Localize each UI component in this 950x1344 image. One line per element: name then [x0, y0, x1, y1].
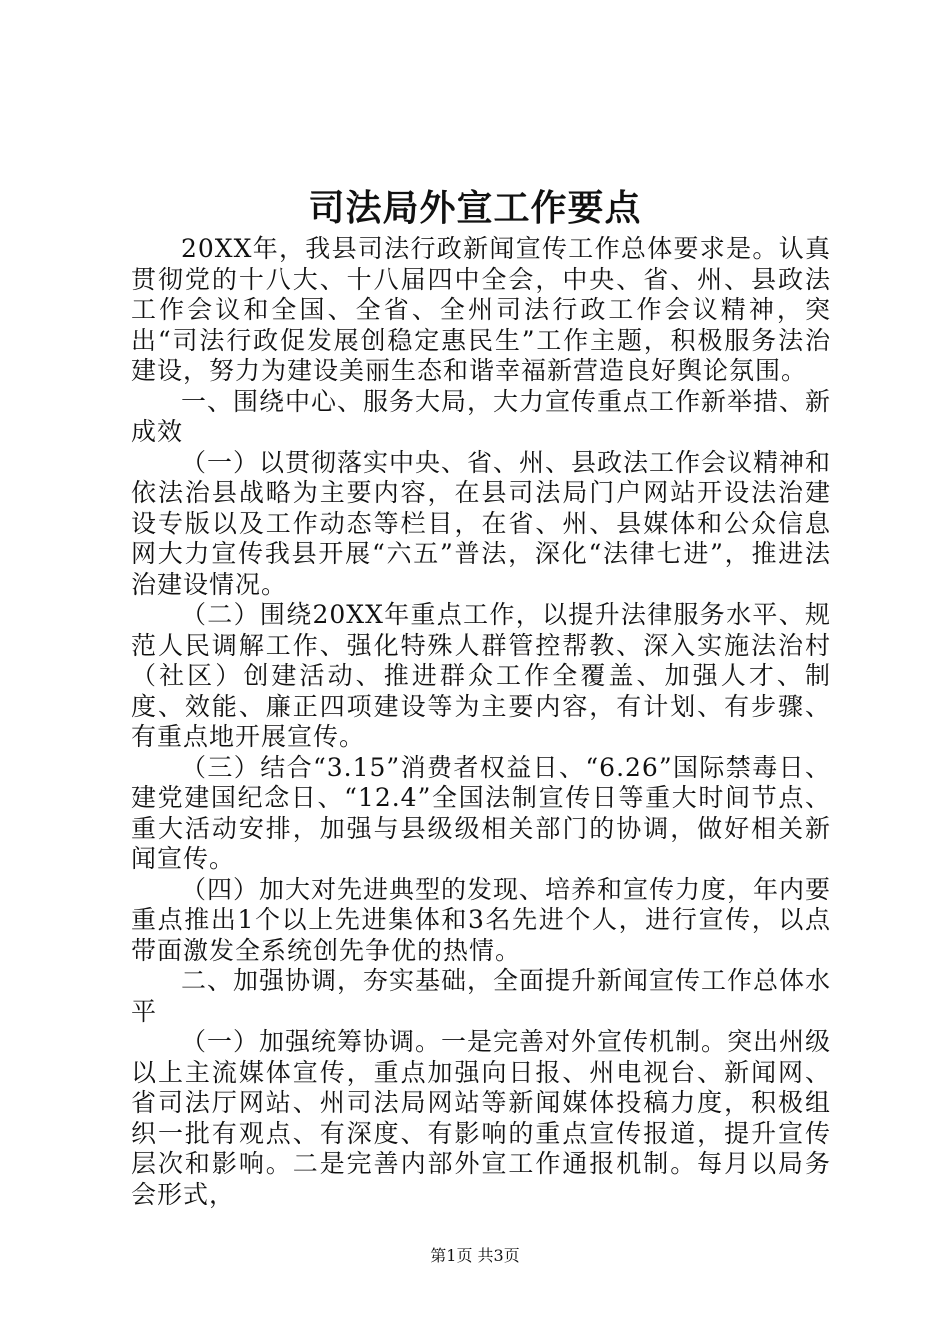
heading-section-1: 一、围绕中心、服务大局，大力宣传重点工作新举措、新成效 — [131, 386, 832, 446]
paragraph-1-1: （一）以贯彻落实中央、省、州、县政法工作会议精神和依法治县战略为主要内容，在县司法局门户网站开设法治建设专版以及工作动态等栏目，在省、州、县媒体和公众信息网大力宣传我县开展“六五”普法，深化“法律七进”，推进法治建设情况。 — [131, 447, 832, 599]
heading-section-2: 二、加强协调，夯实基础，全面提升新闻宣传工作总体水平 — [131, 966, 832, 1026]
paragraph-2-1: （一）加强统筹协调。一是完善对外宣传机制。突出州级以上主流媒体宣传，重点加强向日报、州电视台、新闻网、省司法厅网站、州司法局网站等新闻媒体投稿力度，积极组织一批有观点、有深度、有影响的重点宣传报道，提升宣传层次和影响。二是完善内部外宣工作通报机制。每月以局务会形式， — [131, 1027, 832, 1209]
paragraph-1-2: （二）围绕20XX年重点工作，以提升法律服务水平、规范人民调解工作、强化特殊人群管控帮教、深入实施法治村（社区）创建活动、推进群众工作全覆盖、加强人才、制度、效能、廉正四项建设等为主要内容，有计划、有步骤、有重点地开展宣传。 — [131, 600, 831, 751]
document-body — [131, 234, 831, 1210]
paragraph-1-3: （三）结合“3.15”消费者权益日、“6.26”国际禁毒日、建党建国纪念日、“12.4”全国法制宣传日等重大时间节点、重大活动安排，加强与县级级相关部门的协调，做好相关新闻宣传。 — [131, 752, 831, 873]
document-title: 司法局外宣工作要点 — [308, 187, 642, 229]
page-footer: 第1页 共3页 — [430, 1246, 520, 1265]
paragraph-intro: 20XX年，我县司法行政新闻宣传工作总体要求是。认真贯彻党的十八大、十八届四中全会，中央、省、州、县政法工作会议和全国、全省、全州司法行政工作会议精神，突出“司法行政促发展创稳定惠民生”工作主题，积极服务法治建设，努力为建设美丽生态和谐幸福新营造良好舆论氛围。 — [131, 234, 831, 385]
paragraph-1-4: （四）加大对先进典型的发现、培养和宣传力度，年内要重点推出1个以上先进集体和3名先进个人，进行宣传，以点带面激发全系统创先争优的热情。 — [131, 874, 832, 965]
